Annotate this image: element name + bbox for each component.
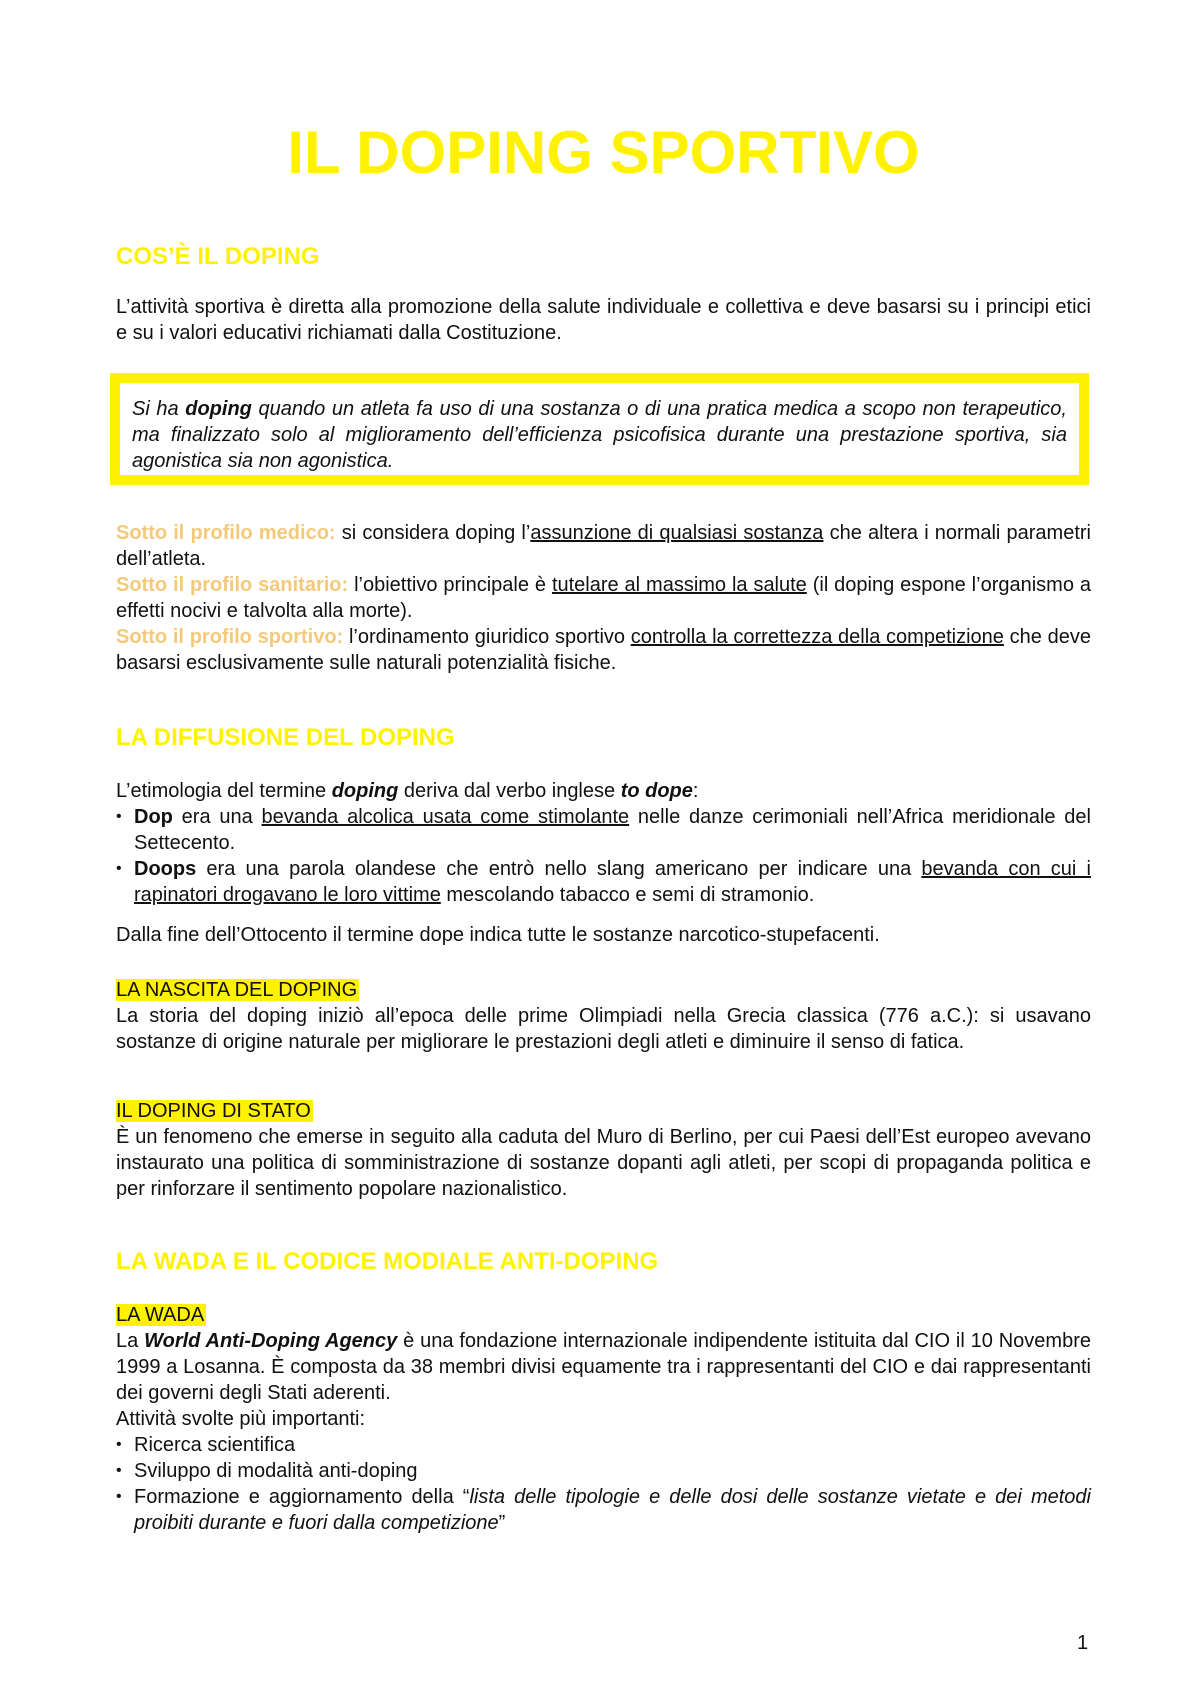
section-heading-diffusione: LA DIFFUSIONE DEL DOPING bbox=[116, 724, 455, 751]
list-item: • Dop era una bevanda alcolica usata come stimolante nelle danze cerimoniali nell’Africa meridionale del Settecento. bbox=[116, 804, 1091, 856]
document-title: IL DOPING SPORTIVO bbox=[287, 119, 920, 186]
subheading-wada: LA WADA bbox=[116, 1304, 205, 1326]
etymology-paragraph: L’etimologia del termine doping deriva dal verbo inglese to dope: bbox=[116, 780, 699, 802]
list-item: • Doops era una parola olandese che entrò nello slang americano per indicare una bevanda con cui i rapinatori drogavano le loro vittime mescolando tabacco e semi di stramonio. bbox=[116, 856, 1091, 908]
activities-list bbox=[116, 1432, 1091, 1536]
profile-health-label: Sotto il profilo sanitario: bbox=[116, 574, 349, 596]
profile-sport-label: Sotto il profilo sportivo: bbox=[116, 626, 344, 648]
stato-paragraph: È un fenomeno che emerse in seguito alla caduta del Muro di Berlino, per cui Paesi dell’Est europeo avevano instaurato una politica di somministrazione di sostanze dopanti agli atleti, per scopi di propaganda politica e per rinforzare il sentimento popolare nazionalistico. bbox=[116, 1126, 1091, 1200]
profile-medical-label: Sotto il profilo medico: bbox=[116, 522, 336, 544]
page-number: 1 bbox=[1077, 1632, 1089, 1654]
profile-health-paragraph: Sotto il profilo sanitario: l’obiettivo principale è tutelare al massimo la salute (il doping espone l’organismo a effetti nocivi e talvolta alla morte). bbox=[116, 574, 1091, 622]
subheading-stato: IL DOPING DI STATO bbox=[116, 1100, 311, 1122]
wada-paragraph: La World Anti-Doping Agency è una fondazione internazionale indipendente istituita dal CIO il 10 Novembre 1999 a Losanna. È composta da 38 membri divisi equamente tra i rappresentanti del CIO e dai rappresentanti dei governi degli Stati aderenti. bbox=[116, 1330, 1091, 1404]
intro-paragraph: L’attività sportiva è diretta alla promozione della salute individuale e collettiva e deve basarsi su i principi etici e su i valori educativi richiamati dalla Costituzione. bbox=[116, 296, 1091, 344]
etymology-list bbox=[116, 804, 1091, 908]
profile-medical-paragraph: Sotto il profilo medico: si considera doping l’assunzione di qualsiasi sostanza che altera i normali parametri dell’atleta. bbox=[116, 522, 1091, 570]
list-item: • Ricerca scientifica bbox=[116, 1432, 1091, 1458]
list-item: • Sviluppo di modalità anti-doping bbox=[116, 1458, 1091, 1484]
list-item: • Formazione e aggiornamento della “lista delle tipologie e delle dosi delle sostanze vietate e dei metodi proibiti durante e fuori dalla competizione” bbox=[116, 1484, 1091, 1536]
dope-paragraph: Dalla fine dell’Ottocento il termine dope indica tutte le sostanze narcotico-stupefacenti. bbox=[116, 924, 880, 946]
definition-box bbox=[110, 373, 1089, 485]
definition-keyword: doping bbox=[185, 398, 252, 420]
section-heading-wada: LA WADA E IL CODICE MODIALE ANTI-DOPING bbox=[116, 1248, 659, 1275]
activities-intro: Attività svolte più importanti: bbox=[116, 1408, 365, 1430]
profile-sport-paragraph: Sotto il profilo sportivo: l’ordinamento giuridico sportivo controlla la correttezza della competizione che deve basarsi esclusivamente sulle naturali potenzialità fisiche. bbox=[116, 626, 1092, 674]
definition-text: Si ha doping quando un atleta fa uso di una sostanza o di una pratica medica a scopo non terapeutico, ma finalizzato solo al miglioramento dell’efficienza psicofisica durante una prestazione sportiva, sia agonistica sia non agonistica. bbox=[132, 398, 1067, 472]
subheading-nascita: LA NASCITA DEL DOPING bbox=[116, 979, 358, 1001]
section-heading-cos-e: COS’È IL DOPING bbox=[116, 243, 320, 270]
nascita-paragraph: La storia del doping iniziò all’epoca delle prime Olimpiadi nella Grecia classica (776 a.C.): si usavano sostanze di origine naturale per migliorare le prestazioni degli atleti e diminuire il senso di fatica. bbox=[116, 1005, 1091, 1053]
